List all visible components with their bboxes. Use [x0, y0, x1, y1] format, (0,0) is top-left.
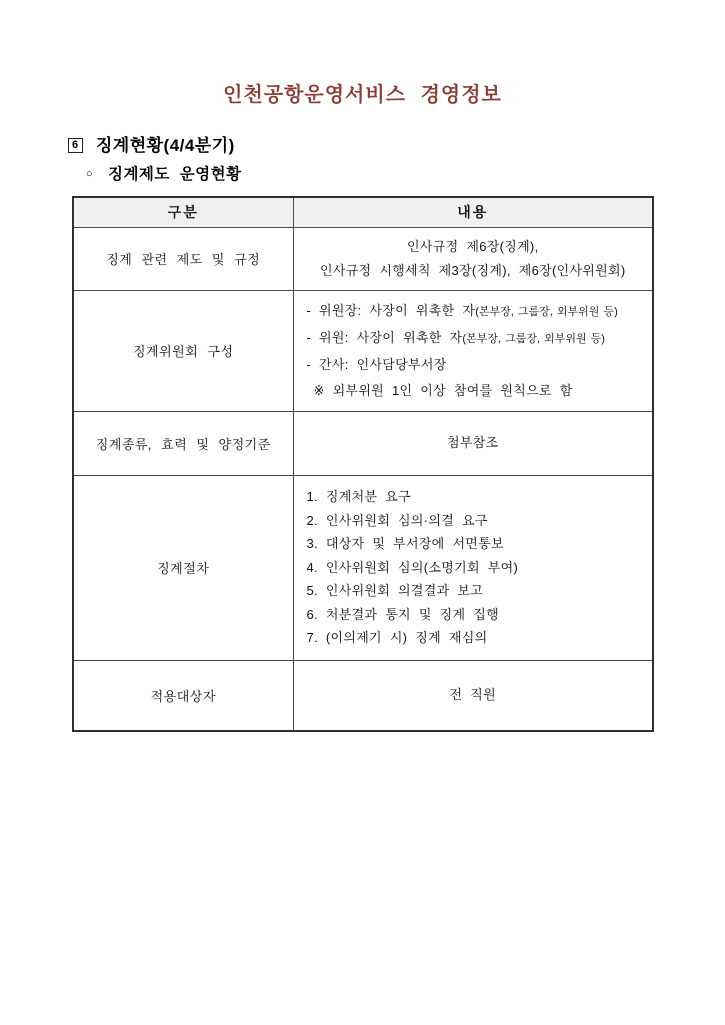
category-cell: 징계절차: [73, 475, 293, 660]
table-row-committee: [73, 290, 653, 411]
content-line: 3. 대상자 및 부서장에 서면통보: [306, 536, 504, 552]
content-cell: [293, 411, 653, 475]
content-line: 전 직원: [449, 687, 496, 703]
table-row-procedure: [73, 475, 653, 660]
table-row-regulations: [73, 227, 653, 290]
content-line: 2. 인사위원회 심의·의결 요구: [306, 512, 488, 528]
content-line: 7. (이의제기 시) 징계 재심의: [306, 630, 488, 646]
content-line: 5. 인사위원회 의결결과 보고: [306, 583, 484, 599]
content-cell: [293, 290, 653, 411]
category-cell: 징계종류, 효력 및 양정기준: [73, 411, 293, 475]
content-line: [307, 298, 643, 325]
line-detail: (본부장, 그룹장, 외부위원 등): [475, 305, 618, 318]
column-header-content: 내용: [293, 197, 653, 227]
discipline-info-table: [72, 196, 654, 732]
table-row-applicable: [73, 660, 653, 731]
content-cell: [293, 227, 653, 290]
subsection-title: 징계제도 운영현황: [107, 166, 242, 183]
content-cell: [293, 475, 653, 660]
content-cell: [293, 660, 653, 731]
content-note-line: ※ 외부위원 1인 이상 참여를 원칙으로 함: [313, 382, 573, 398]
section-title: 징계현황(4/4분기): [95, 136, 235, 155]
section-number-box: 6: [68, 138, 83, 153]
subsection-heading: [86, 165, 725, 184]
column-header-category: 구분: [73, 197, 293, 227]
category-cell: 징계위원회 구성: [73, 290, 293, 411]
table-header-row: [73, 197, 653, 227]
circle-bullet-icon: ○: [86, 168, 94, 180]
page-title: 인천공항운영서비스 경영정보: [223, 84, 502, 106]
content-line: 인사규정 시행세칙 제3장(징계), 제6장(인사위원회): [319, 262, 626, 278]
content-line: 첨부참조: [447, 435, 499, 450]
content-line: 인사규정 제6장(징계),: [407, 238, 539, 254]
content-line: [307, 325, 643, 352]
section-heading: [68, 136, 725, 156]
category-cell: 적용대상자: [73, 660, 293, 731]
content-line: - 간사: 인사담당부서장: [306, 356, 447, 372]
line-main: - 위원: 사장이 위촉한 자: [306, 329, 463, 345]
line-detail: (본부장, 그룹장, 외부위원 등): [462, 332, 605, 345]
table-row-types: [73, 411, 653, 475]
content-line: 4. 인사위원회 심의(소명기회 부여): [306, 559, 519, 575]
category-cell: 징계 관련 제도 및 규정: [73, 227, 293, 290]
content-line: 6. 처분결과 통지 및 징계 집행: [306, 606, 499, 622]
content-line: 1. 징계처분 요구: [306, 489, 411, 505]
line-main: - 위원장: 사장이 위촉한 자: [306, 302, 476, 318]
